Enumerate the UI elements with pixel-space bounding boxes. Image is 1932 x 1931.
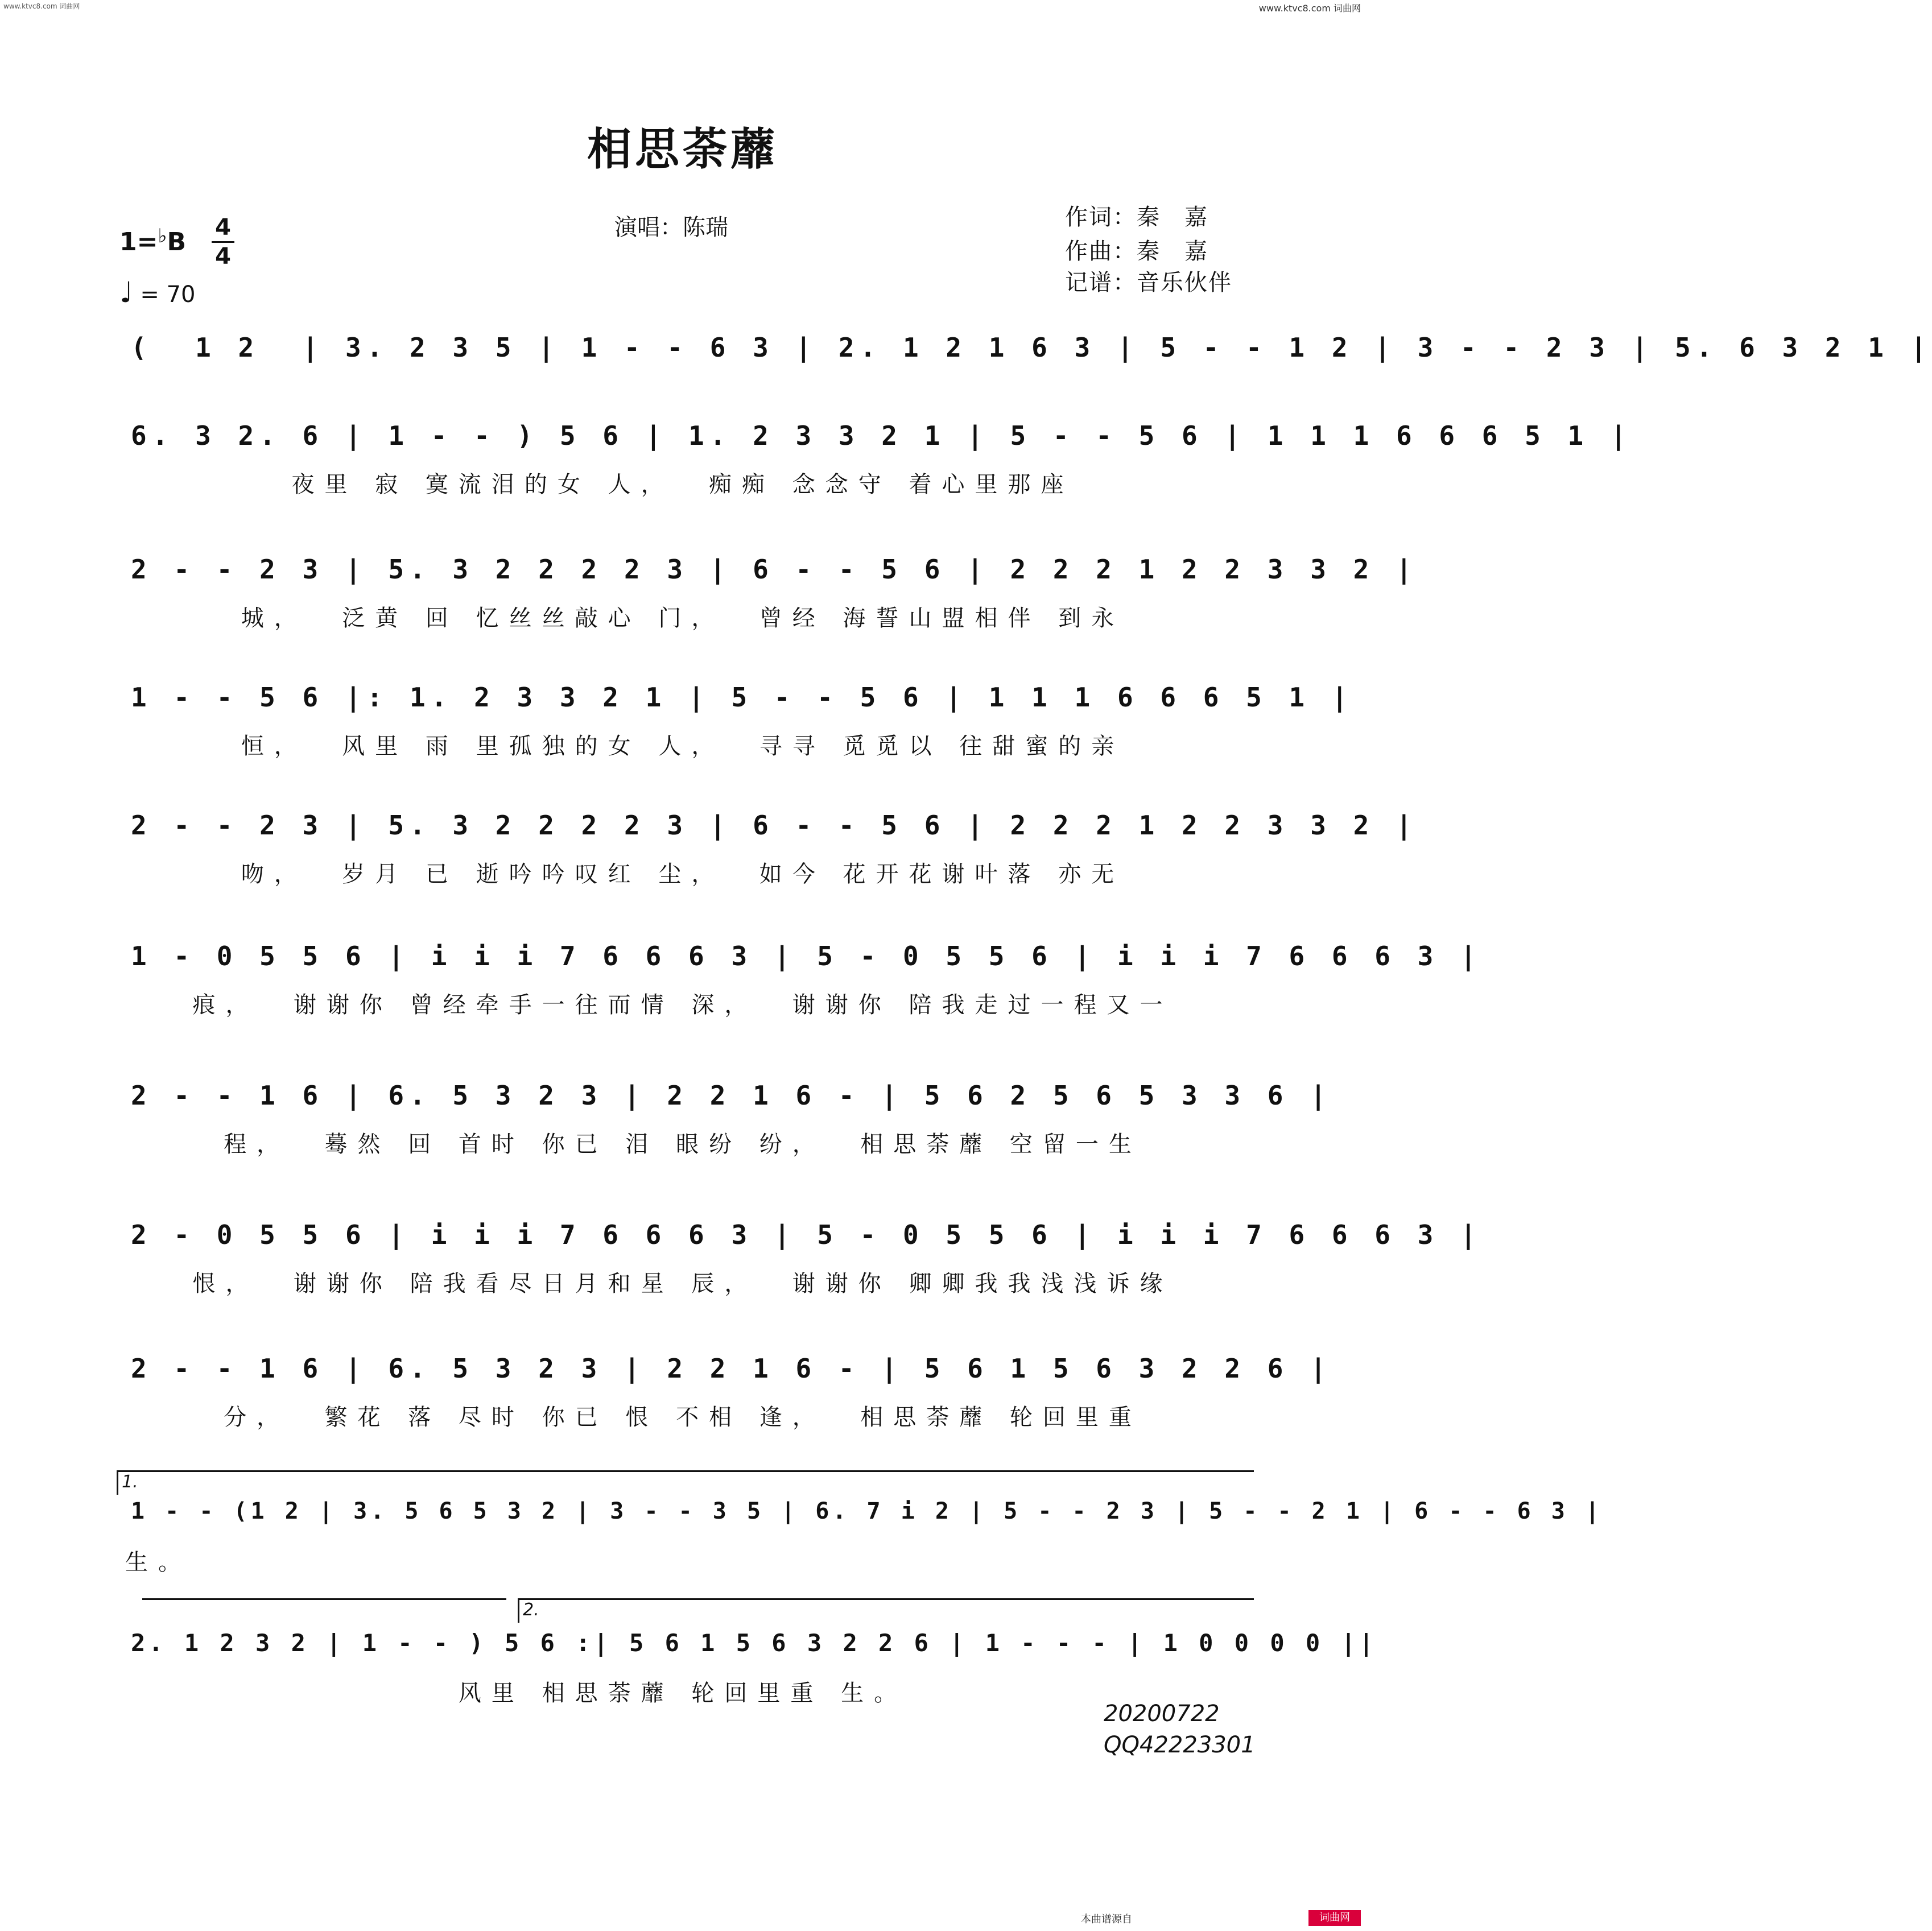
lyrics: 恨， 谢谢你 陪我看尽日月和星 辰， 谢谢你 卿卿我我浅浅诉缘 bbox=[192, 1271, 1173, 1297]
tempo-value: = 70 bbox=[140, 282, 196, 308]
lyrics: 夜里 寂 寞流泪的女 人， 痴痴 念念守 着心里那座 bbox=[291, 472, 1074, 498]
key-letter: B bbox=[167, 228, 187, 257]
notation: 2 - - 2 3 | 5. 3 2 2 2 2 3 | 6 - - 5 6 | 2 2 2 1 2 2 3 3 2 | bbox=[131, 810, 1418, 841]
lyricist-credit: 作词：秦 嘉 bbox=[1065, 204, 1208, 230]
notation: 2 - - 1 6 | 6. 5 3 2 3 | 2 2 1 6 - | 5 6 1 5 6 3 2 2 6 | bbox=[131, 1353, 1332, 1384]
notation: 1 - 0 5 5 6 | i i i 7 6 6 6 3 | 5 - 0 5 5 6 | i i i 7 6 6 6 3 | bbox=[131, 941, 1482, 971]
ending-top-line bbox=[142, 1598, 506, 1600]
notation: 1 - - (1 2 | 3. 5 6 5 3 2 | 3 - - 3 5 | 6. 7 i 2 | 5 - - 2 3 | 5 - - 2 1 | 6 - - 6 3 | bbox=[131, 1498, 1603, 1524]
time-divider bbox=[212, 241, 234, 243]
footer-source: 本曲谱源自 bbox=[1081, 1913, 1132, 1925]
staff-line-5 bbox=[114, 802, 1418, 887]
time-top: 4 bbox=[215, 214, 231, 241]
song-title: 相思荼蘼 bbox=[587, 124, 778, 175]
lyrics: 生。 bbox=[125, 1549, 191, 1576]
notation: 2 - - 1 6 | 6. 5 3 2 3 | 2 2 1 6 - | 5 6 2 5 6 5 3 3 6 | bbox=[131, 1080, 1332, 1111]
notation: 2 - - 2 3 | 5. 3 2 2 2 2 3 | 6 - - 5 6 | 2 2 2 1 2 2 3 3 2 | bbox=[131, 554, 1418, 585]
staff-line-1 bbox=[114, 324, 1932, 373]
site-watermark-right: www.ktvc8.com 词曲网 bbox=[1258, 3, 1361, 14]
transcriber-credit: 记谱：音乐伙伴 bbox=[1065, 270, 1232, 296]
quarter-note-icon: ♩ bbox=[119, 276, 133, 309]
contact-signature: QQ42223301 bbox=[1104, 1732, 1256, 1758]
notation: ( 1 2 | 3. 2 3 5 | 1 - - 6 3 | 2. 1 2 1 6 3 | 5 - - 1 2 | 3 - - 2 3 | 5. 6 3 2 1 | bbox=[131, 332, 1932, 363]
staff-line-4 bbox=[114, 674, 1353, 759]
footer-logo[interactable]: 词曲网 bbox=[1308, 1910, 1361, 1926]
key-signature bbox=[119, 225, 186, 257]
staff-line-2 bbox=[114, 412, 1632, 498]
notation: 6. 3 2. 6 | 1 - - ) 5 6 | 1. 2 3 3 2 1 | 5 - - 5 6 | 1 1 1 6 6 6 5 1 | bbox=[131, 420, 1632, 451]
first-ending-label: 1. bbox=[122, 1472, 138, 1492]
date-signature: 20200722 bbox=[1104, 1701, 1220, 1727]
notation: 2. 1 2 3 2 | 1 - - ) 5 6 :| 5 6 1 5 6 3 2 2 6 | 1 - - - | 1 0 0 0 0 || bbox=[131, 1629, 1377, 1657]
lyrics: 恒， 风里 雨 里孤独的女 人， 寻寻 觅觅以 往甜蜜的亲 bbox=[241, 733, 1125, 759]
lyrics: 痕， 谢谢你 曾经牵手一往而情 深， 谢谢你 陪我走过一程又一 bbox=[192, 992, 1173, 1018]
second-ending-bracket bbox=[518, 1598, 1254, 1623]
staff-line-7 bbox=[114, 1072, 1332, 1157]
composer-credit: 作曲：秦 嘉 bbox=[1065, 238, 1208, 264]
key-prefix: 1= bbox=[119, 228, 158, 257]
notation: 2 - 0 5 5 6 | i i i 7 6 6 6 3 | 5 - 0 5 5 6 | i i i 7 6 6 6 3 | bbox=[131, 1219, 1482, 1250]
staff-line-11 bbox=[114, 1621, 1377, 1706]
singer-credit: 演唱：陈瑞 bbox=[614, 214, 728, 241]
tempo-marking bbox=[119, 276, 195, 309]
site-watermark-left: www.ktvc8.com 词曲网 bbox=[3, 2, 80, 10]
time-signature bbox=[212, 215, 234, 269]
staff-line-9 bbox=[114, 1345, 1332, 1430]
staff-line-8 bbox=[114, 1211, 1482, 1297]
lyrics: 风里 相思荼蘼 轮回里重 生。 bbox=[458, 1680, 907, 1706]
staff-line-6 bbox=[114, 933, 1482, 1018]
lyrics: 程， 蓦然 回 首时 你已 泪 眼纷 纷， 相思荼蘼 空留一生 bbox=[224, 1131, 1142, 1157]
time-bottom: 4 bbox=[215, 243, 231, 270]
second-ending-label: 2. bbox=[523, 1600, 539, 1620]
lyrics: 吻， 岁月 已 逝吟吟叹红 尘， 如今 花开花谢叶落 亦无 bbox=[241, 861, 1125, 887]
lyrics: 分， 繁花 落 尽时 你已 恨 不相 逢， 相思荼蘼 轮回里重 bbox=[224, 1404, 1142, 1430]
flat-icon: ♭ bbox=[158, 225, 167, 247]
lyrics: 城， 泛黄 回 忆丝丝敲心 门， 曾经 海誓山盟相伴 到永 bbox=[241, 605, 1125, 631]
staff-line-3 bbox=[114, 546, 1418, 631]
notation: 1 - - 5 6 |: 1. 2 3 3 2 1 | 5 - - 5 6 | 1 1 1 6 6 6 5 1 | bbox=[131, 682, 1353, 713]
staff-line-10 bbox=[114, 1490, 1603, 1576]
